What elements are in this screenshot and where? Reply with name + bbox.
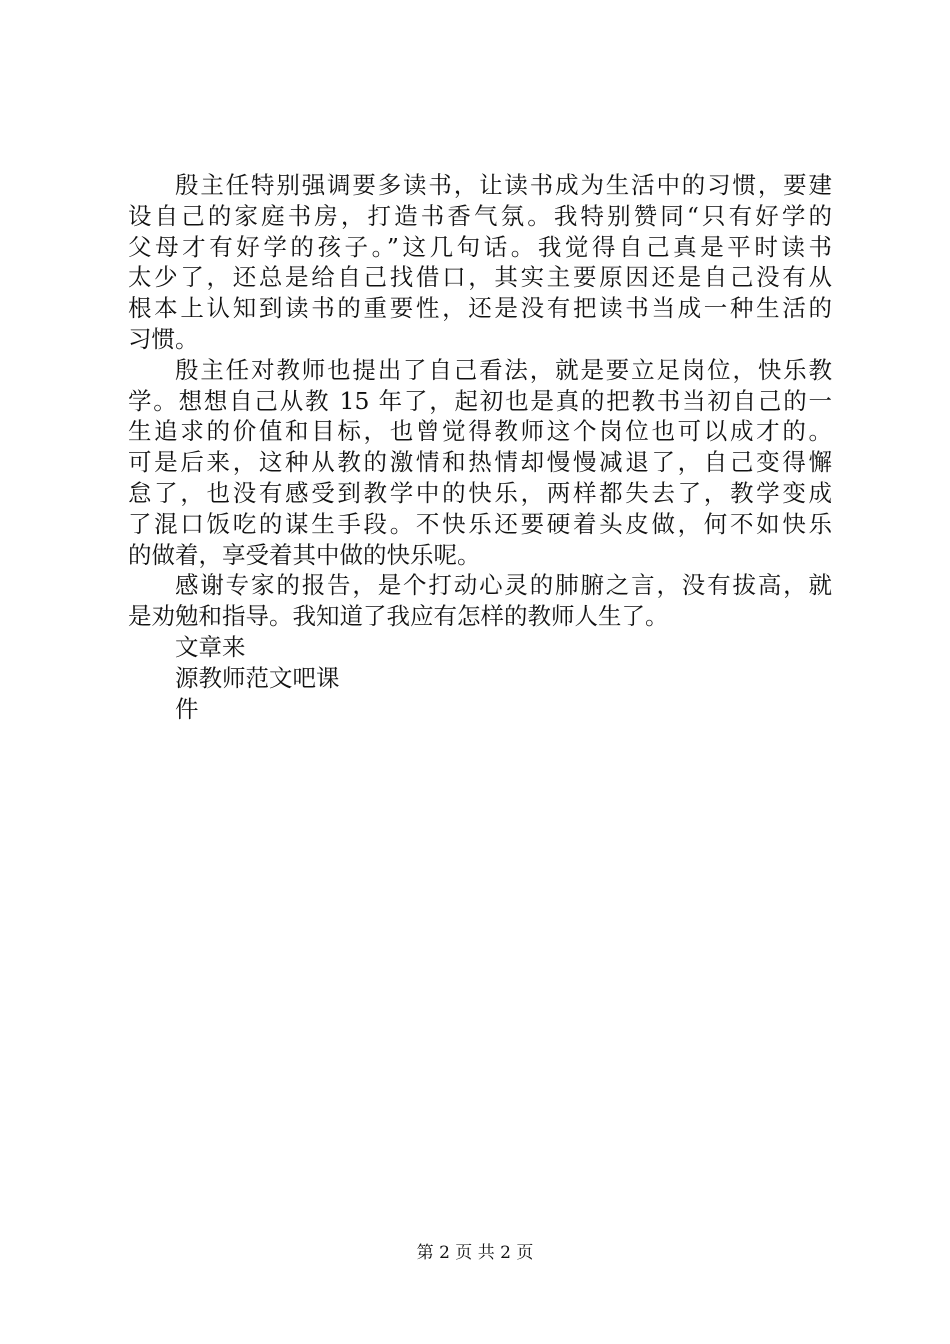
text-line: 太少了，还总是给自己找借口，其实主要原因还是自己没有从 xyxy=(128,263,832,292)
paragraph xyxy=(128,355,832,571)
text-line: 感谢专家的报告，是个打动心灵的肺腑之言，没有拔高，就 xyxy=(175,571,832,600)
text-line: 可是后来，这种从教的激情和热情却慢慢减退了，自己变得懈 xyxy=(128,448,832,477)
paragraph xyxy=(128,632,832,663)
text-line: 是劝勉和指导。我知道了我应有怎样的教师人生了。 xyxy=(128,602,669,631)
paragraph xyxy=(128,663,832,694)
text-line: 文章来 xyxy=(175,632,246,661)
text-line: 源教师范文吧课 xyxy=(175,663,340,692)
text-line: 设自己的家庭书房，打造书香气氛。我特别赞同“只有好学的 xyxy=(128,201,832,230)
text-line: 的做着，享受着其中做的快乐呢。 xyxy=(128,540,481,569)
page-footer xyxy=(0,1242,950,1264)
document-body xyxy=(128,170,832,724)
text-line: 殷主任对教师也提出了自己看法，就是要立足岗位，快乐教 xyxy=(175,355,832,384)
text-line: 生追求的价值和目标，也曾觉得教师这个岗位也可以成才的。 xyxy=(128,417,832,446)
paragraph xyxy=(128,170,832,355)
text-line: 殷主任特别强调要多读书，让读书成为生活中的习惯，要建 xyxy=(175,171,832,199)
text-line: 父母才有好学的孩子。”这几句话。我觉得自己真是平时读书 xyxy=(128,232,832,261)
paragraph xyxy=(128,694,832,725)
text-line: 了混口饭吃的谋生手段。不快乐还要硬着头皮做，何不如快乐 xyxy=(128,509,832,538)
text-line: 怠了，也没有感受到教学中的快乐，两样都失去了，教学变成 xyxy=(128,478,832,507)
text-line: 件 xyxy=(175,694,199,723)
paragraph xyxy=(128,570,832,632)
text-line: 习惯。 xyxy=(128,324,199,353)
text-line: 根本上认知到读书的重要性，还是没有把读书当成一种生活的 xyxy=(128,294,832,323)
text-line: 学。想想自己从教 15 年了，起初也是真的把教书当初自己的一 xyxy=(128,386,832,415)
page-number-label: 第 2 页 共 2 页 xyxy=(416,1243,534,1263)
